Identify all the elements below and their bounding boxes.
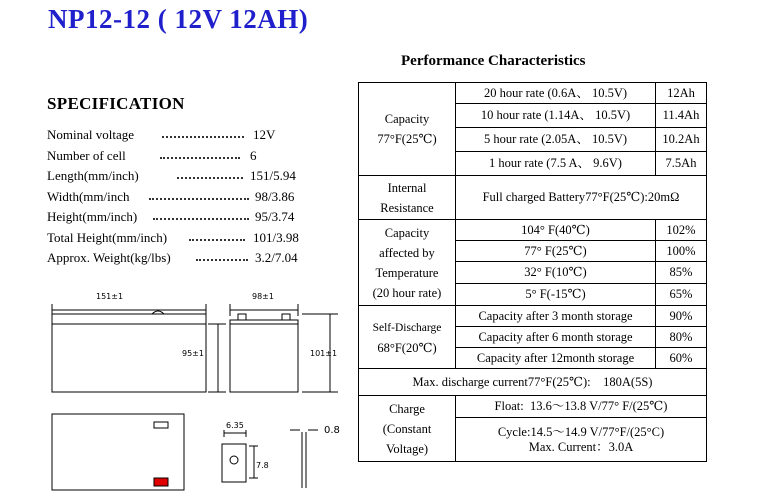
- spec-value: 6: [250, 147, 257, 163]
- specification-heading: SPECIFICATION: [47, 94, 185, 113]
- spec-label: Height(mm/inch): [47, 209, 138, 224]
- leader-dots: [153, 218, 249, 220]
- leader-dots: [149, 198, 249, 200]
- capacity-value: 12Ah: [656, 83, 707, 104]
- terminal-width-label: 6.35: [226, 421, 244, 430]
- temperature-condition: 104° F(40℃): [456, 220, 656, 241]
- spec-value: 151/5.94: [250, 168, 296, 183]
- spec-row-total-height: [47, 228, 347, 249]
- temperature-condition: 77° F(25℃): [456, 241, 656, 262]
- leader-dots: [160, 157, 240, 159]
- internal-resistance-value: Full charged Battery77°F(25℃):20mΩ: [456, 176, 707, 220]
- table-row: [359, 306, 707, 327]
- charge-cycle: Cycle:14.5～14.9 V/77°F/(25°C) Max. Current：3.0A: [456, 418, 707, 462]
- self-discharge-condition: Capacity after 12month storage: [456, 348, 656, 369]
- charge-group-label: Charge (Constant Voltage): [359, 396, 456, 462]
- length-dimension-label: 151±1: [96, 292, 124, 301]
- table-row: [359, 369, 707, 396]
- spec-row-width: [47, 187, 347, 208]
- temperature-condition: 32° F(10℃): [456, 262, 656, 284]
- terminal-thickness-label: 0.8: [324, 425, 340, 436]
- temperature-group-label: Capacity affected by Temperature (20 hour rate): [359, 220, 456, 306]
- total-height-dimension-label: 101±1: [310, 349, 338, 358]
- spec-row-number-of-cell: [47, 146, 347, 167]
- spec-label: Nominal voltage: [47, 127, 135, 142]
- leader-dots: [189, 239, 245, 241]
- table-row: [359, 220, 707, 241]
- front-view-drawing: [52, 304, 226, 392]
- capacity-condition: 1 hour rate (7.5 A、 9.6V): [456, 152, 656, 176]
- spec-row-length: [47, 166, 347, 187]
- width-dimension-label: 98±1: [252, 292, 274, 301]
- spec-row-weight: [47, 248, 347, 269]
- self-discharge-value: 90%: [656, 306, 707, 327]
- leader-dots: [177, 177, 243, 179]
- top-view-drawing: [52, 414, 184, 490]
- capacity-group-label: Capacity 77°F(25℃): [359, 83, 456, 176]
- spec-label: Length(mm/inch): [47, 168, 139, 183]
- temperature-value: 100%: [656, 241, 707, 262]
- internal-resistance-label: Internal Resistance: [359, 176, 456, 220]
- side-view-drawing: [230, 304, 338, 392]
- spec-label: Total Height(mm/inch): [47, 229, 168, 245]
- specification-list: [47, 125, 347, 269]
- capacity-value: 7.5Ah: [656, 152, 707, 176]
- temperature-value: 65%: [656, 284, 707, 306]
- capacity-condition: 10 hour rate (1.14A、 10.5V): [456, 104, 656, 128]
- page-title: NP12-12 ( 12V 12AH): [48, 4, 309, 34]
- self-discharge-condition: Capacity after 6 month storage: [456, 327, 656, 348]
- terminal-drawing: [222, 430, 318, 488]
- spec-value: 101/3.98: [253, 229, 299, 245]
- self-discharge-value: 60%: [656, 348, 707, 369]
- capacity-value: 10.2Ah: [656, 128, 707, 152]
- performance-title: Performance Characteristics: [401, 53, 586, 69]
- temperature-value: 85%: [656, 262, 707, 284]
- height-dimension-label: 95±1: [182, 349, 204, 358]
- table-row: [359, 176, 707, 220]
- max-discharge-current: Max. discharge current77°F(25℃): 180A(5S): [359, 369, 707, 396]
- spec-label: Approx. Weight(kg/lbs): [47, 250, 171, 265]
- capacity-condition: 20 hour rate (0.6A、 10.5V): [456, 83, 656, 104]
- temperature-value: 102%: [656, 220, 707, 241]
- spec-label: Number of cell: [47, 147, 126, 163]
- battery-dimension-drawings: [40, 282, 360, 497]
- self-discharge-value: 80%: [656, 327, 707, 348]
- spec-value: 95/3.74: [255, 209, 295, 224]
- leader-dots: [162, 136, 244, 138]
- spec-label: Width(mm/inch: [47, 188, 130, 204]
- self-discharge-condition: Capacity after 3 month storage: [456, 306, 656, 327]
- terminal-height-label: 7.8: [256, 461, 269, 470]
- performance-table: [358, 82, 707, 462]
- spec-value: 12V: [253, 127, 276, 142]
- spec-row-height: [47, 207, 347, 228]
- spec-value: 3.2/7.04: [255, 250, 298, 265]
- table-row: [359, 83, 707, 104]
- spec-value: 98/3.86: [255, 188, 295, 204]
- temperature-condition: 5° F(-15℃): [456, 284, 656, 306]
- leader-dots: [196, 259, 248, 261]
- self-discharge-group-label: Self-Discharge 68°F(20℃): [359, 306, 456, 369]
- spec-row-nominal-voltage: [47, 125, 347, 146]
- table-row: [359, 396, 707, 418]
- capacity-value: 11.4Ah: [656, 104, 707, 128]
- capacity-condition: 5 hour rate (2.05A、 10.5V): [456, 128, 656, 152]
- charge-float: Float: 13.6～13.8 V/77° F/(25℃): [456, 396, 707, 418]
